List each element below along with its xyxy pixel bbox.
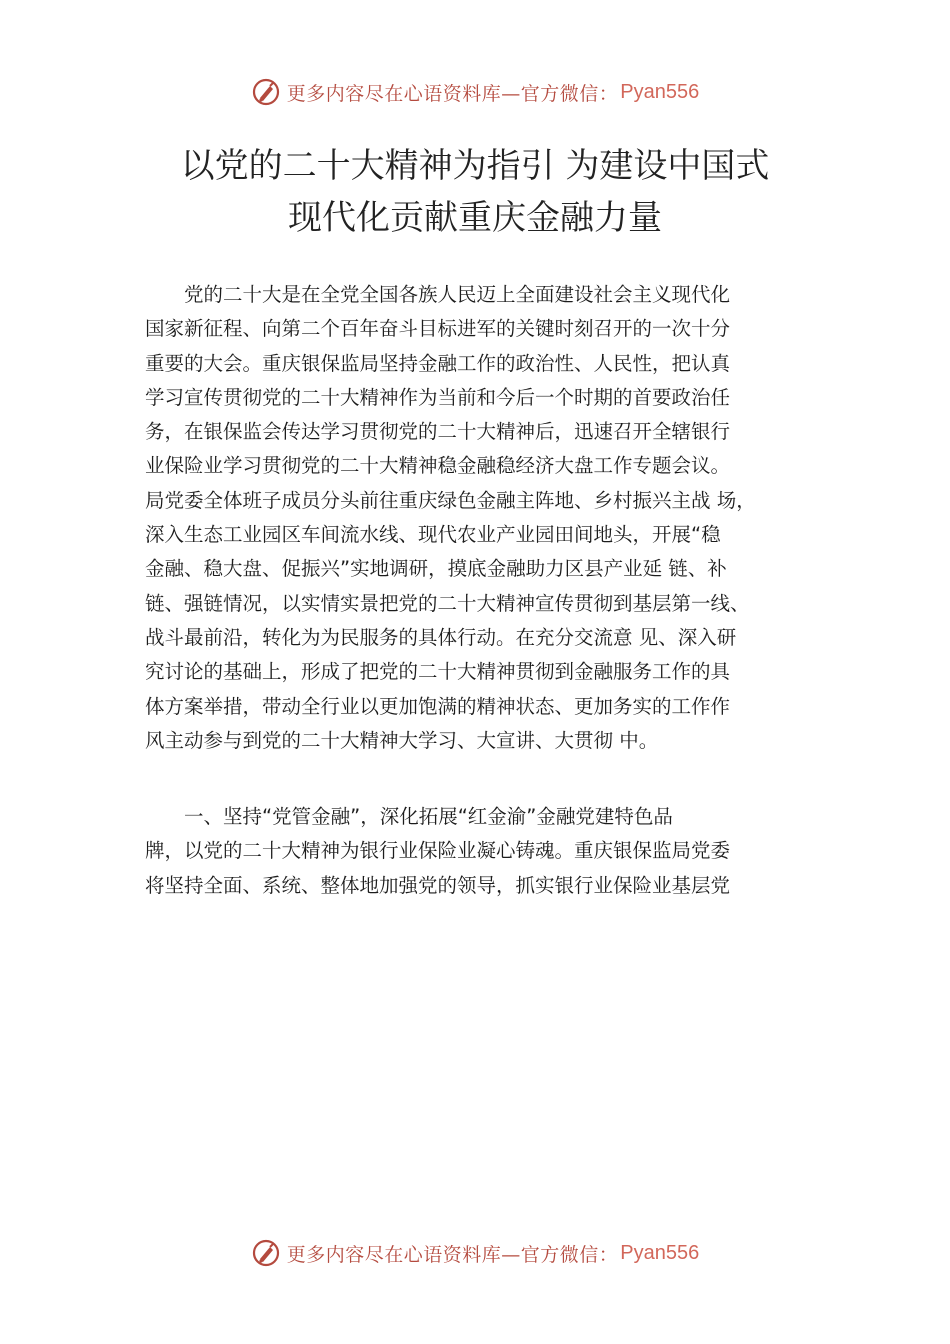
- footer-watermark: [0, 1233, 950, 1273]
- paragraph-line: 一、坚持“党管金融”，深化拓展“红金渝”金融党建特色品: [145, 805, 673, 828]
- paragraph-line: 链、强链情况，以实情实景把党的二十大精神宣传贯彻到基层第一线、: [145, 591, 750, 615]
- paragraph-line: 学习宣传贯彻党的二十大精神作为当前和今后一个时期的首要政治任: [145, 385, 731, 409]
- document-title: [0, 140, 950, 244]
- paragraph-line: 牌，以党的二十大精神为银行业保险业凝心铸魂。重庆银保监局党委: [145, 839, 731, 863]
- title-line-1: 以党的二十大精神为指引 为建设中国式: [180, 146, 770, 186]
- watermark-handle: Pyan556: [620, 1241, 700, 1264]
- watermark-text: 更多内容尽在心语资料库—官方微信：: [286, 1243, 619, 1266]
- body-paragraph-1: [145, 278, 815, 758]
- paragraph-line: 将坚持全面、系统、整体地加强党的领导，抓实银行业保险业基层党: [145, 873, 731, 897]
- paragraph-line: 战斗最前沿，转化为为民服务的具体行动。在充分交流意 见、深入研: [145, 625, 737, 649]
- body-paragraph-2: [145, 800, 815, 903]
- paragraph-line: 风主动参与到党的二十大精神大学习、大宣讲、大贯彻 中。: [145, 728, 659, 752]
- paragraph-line: 务，在银保监会传达学习贯彻党的二十大精神后，迅速召开全辖银行: [145, 420, 731, 444]
- paragraph-line: 金融、稳大盘、促振兴”实地调研，摸底金融助力区县产业延 链、补: [145, 557, 727, 581]
- paragraph-line: 重要的大会。重庆银保监局坚持金融工作的政治性、人民性，把认真: [145, 351, 731, 375]
- header-watermark: [0, 72, 950, 112]
- watermark-handle: Pyan556: [620, 80, 700, 103]
- paragraph-line: 深入生态工业园区车间流水线、现代农业产业园田间地头，开展“稳: [145, 523, 721, 547]
- paragraph-line: 局党委全体班子成员分头前往重庆绿色金融主阵地、乡村振兴主战 场，: [145, 488, 756, 512]
- paragraph-line: 究讨论的基础上，形成了把党的二十大精神贯彻到金融服务工作的具: [145, 660, 731, 684]
- title-line-2: 现代化贡献重庆金融力量: [288, 198, 662, 238]
- paragraph-line: 体方案举措，带动全行业以更加饱满的精神状态、更加务实的工作作: [145, 694, 731, 718]
- paragraph-line: 党的二十大是在全党全国各族人民迈上全面建设社会主义现代化: [145, 283, 731, 306]
- paragraph-line: 业保险业学习贯彻党的二十大精神稳金融稳经济大盘工作专题会议。: [145, 454, 731, 478]
- paragraph-line: 国家新征程、向第二个百年奋斗目标进军的关键时刻召开的一次十分: [145, 317, 731, 341]
- watermark-text: 更多内容尽在心语资料库—官方微信：: [286, 82, 619, 105]
- pen-logo-icon: [251, 1238, 281, 1268]
- pen-logo-icon: [251, 77, 281, 107]
